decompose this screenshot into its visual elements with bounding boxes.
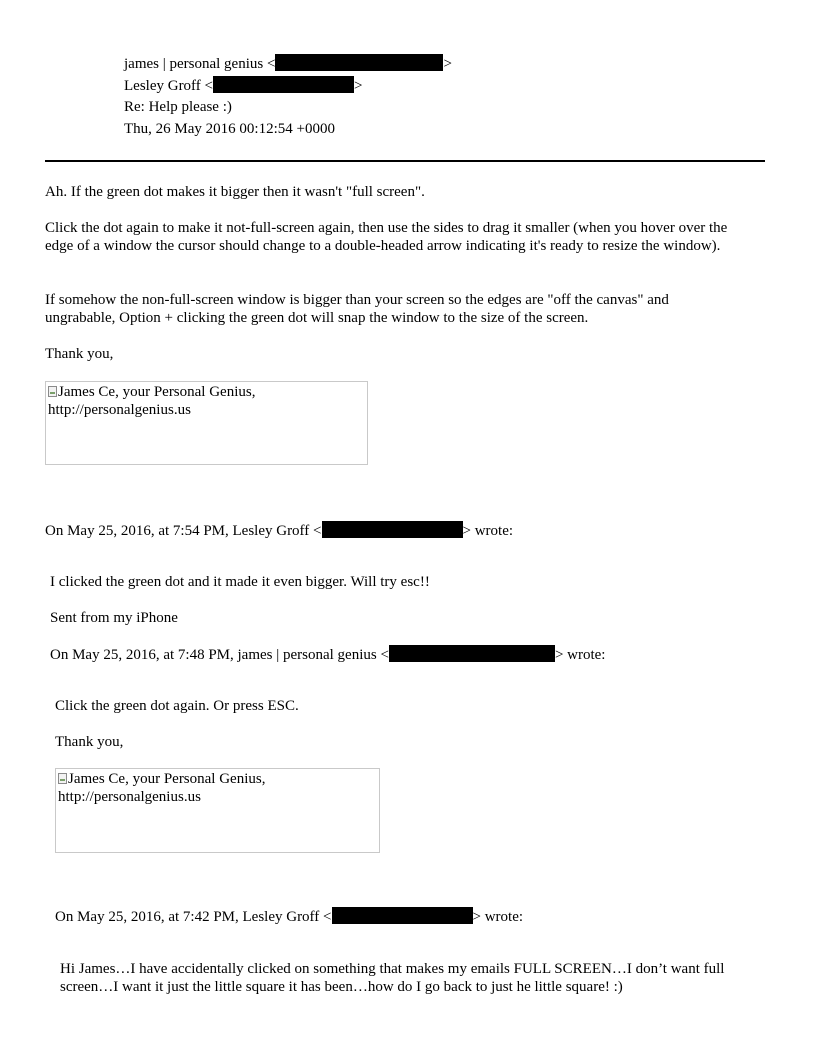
quote-paragraph: Sent from my iPhone — [50, 610, 178, 626]
signature-image-placeholder — [55, 768, 380, 853]
from-name: james | personal genius < — [124, 56, 276, 72]
to-name: Lesley Groff < — [124, 78, 213, 94]
quote-paragraph: Click the green dot again. Or press ESC. — [55, 698, 299, 714]
attribution-wrote: > wrote: — [554, 647, 606, 663]
signoff: Thank you, — [45, 346, 114, 362]
message-paragraph: Click the dot again to make it not-full-screen again, then use the sides to drag it smaller (when you hover over the edge of a window the cursor should change to a double-headed arrow indicating it's ready to resize the window). — [45, 220, 728, 254]
to-value — [124, 76, 362, 95]
from-close: > — [443, 56, 452, 72]
signature-image-alt: James Ce, your Personal Genius, http://personalgenius.us — [48, 384, 256, 418]
quote-paragraph: Hi James…I have accidentally clicked on something that makes my emails FULL SCREEN…I don’t want full screen…I want it just the little square it has been…how do I go back to just he little square! :) — [60, 961, 725, 995]
signature-image-alt: James Ce, your Personal Genius, http://personalgenius.us — [58, 771, 266, 805]
date-value: Thu, 26 May 2016 00:12:54 +0000 — [124, 121, 335, 137]
attribution-text: On May 25, 2016, at 7:42 PM, Lesley Groff < — [55, 909, 332, 925]
header-divider — [45, 160, 765, 162]
quote-attribution — [50, 645, 605, 664]
attribution-wrote: > wrote: — [472, 909, 524, 925]
from-value — [124, 54, 452, 73]
redacted-email — [275, 54, 443, 71]
redacted-email — [322, 521, 463, 538]
redacted-email — [332, 907, 473, 924]
quote-attribution — [45, 521, 513, 540]
attribution-wrote: > wrote: — [462, 523, 514, 539]
signoff: Thank you, — [55, 734, 124, 750]
message-paragraph: If somehow the non-full-screen window is bigger than your screen so the edges are "off the canvas" and ungrabable, Option + clicking the green dot will snap the window to the size of the screen. — [45, 292, 669, 326]
signature-image-placeholder — [45, 381, 368, 465]
to-close: > — [354, 78, 363, 94]
subject-value: Re: Help please :) — [124, 99, 232, 115]
redacted-email — [213, 76, 354, 93]
attribution-text: On May 25, 2016, at 7:54 PM, Lesley Groff < — [45, 523, 322, 539]
broken-image-icon — [58, 773, 67, 784]
quote-attribution — [55, 907, 523, 926]
quote-paragraph: I clicked the green dot and it made it even bigger. Will try esc!! — [50, 574, 430, 590]
attribution-text: On May 25, 2016, at 7:48 PM, james | personal genius < — [50, 647, 389, 663]
broken-image-icon — [48, 386, 57, 397]
message-paragraph: Ah. If the green dot makes it bigger then it wasn't "full screen". — [45, 184, 425, 200]
redacted-email — [389, 645, 555, 662]
